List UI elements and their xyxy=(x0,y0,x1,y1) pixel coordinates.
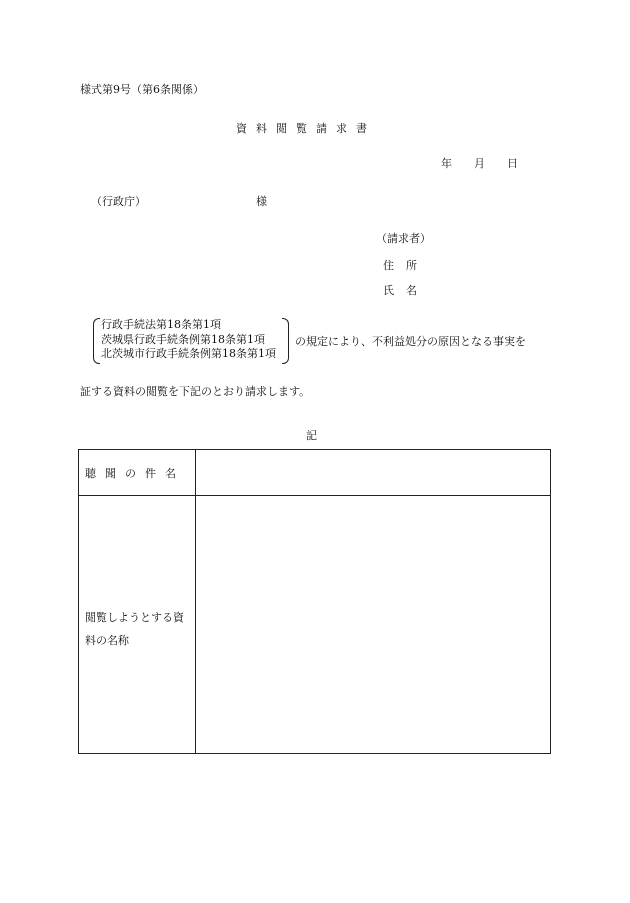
form-number: 様式第9号（第6条関係） xyxy=(80,83,204,96)
name-char: 名 xyxy=(406,284,417,297)
requester-address-label xyxy=(383,257,417,273)
body-text-line2: 証する資料の閲覧を下記のとおり請求します。 xyxy=(80,385,311,398)
law-choice-group xyxy=(93,318,289,362)
requester-label: （請求者） xyxy=(376,232,431,245)
request-table xyxy=(78,449,551,754)
name-char: 氏 xyxy=(383,284,394,297)
hearing-case-label xyxy=(85,465,176,481)
date-line xyxy=(441,155,518,171)
addressee-label: （行政庁） xyxy=(91,195,146,208)
document-title: 資料閲覧請求書 xyxy=(236,122,376,135)
right-bracket xyxy=(282,318,289,364)
label-char: 聴 xyxy=(85,467,96,480)
date-month-label: 月 xyxy=(474,157,485,170)
requester-name-label xyxy=(383,282,417,298)
material-name-field[interactable] xyxy=(203,504,543,744)
left-bracket xyxy=(93,318,100,364)
material-name-label: 閲覧しようとする資料の名称 xyxy=(85,611,184,647)
law-list xyxy=(101,318,276,362)
label-char: の xyxy=(125,467,136,480)
label-char: 聞 xyxy=(105,467,116,480)
law-option: 茨城県行政手続条例第18条第1項 xyxy=(101,332,265,346)
address-char: 所 xyxy=(406,259,417,272)
law-option: 北茨城市行政手続条例第18条第1項 xyxy=(101,347,276,360)
body-text-line1: の規定により、不利益処分の原因となる事実を xyxy=(295,335,526,348)
ki-heading: 記 xyxy=(306,429,317,442)
date-day-label: 日 xyxy=(507,157,518,170)
addressee-honorific: 様 xyxy=(256,195,267,208)
address-char: 住 xyxy=(383,259,394,272)
table-row-divider xyxy=(79,495,550,496)
hearing-case-field[interactable] xyxy=(203,458,543,488)
date-year-label: 年 xyxy=(441,157,452,170)
label-char: 件 xyxy=(145,467,156,480)
label-char: 名 xyxy=(165,467,176,480)
law-option: 行政手続法第18条第1項 xyxy=(101,318,221,331)
